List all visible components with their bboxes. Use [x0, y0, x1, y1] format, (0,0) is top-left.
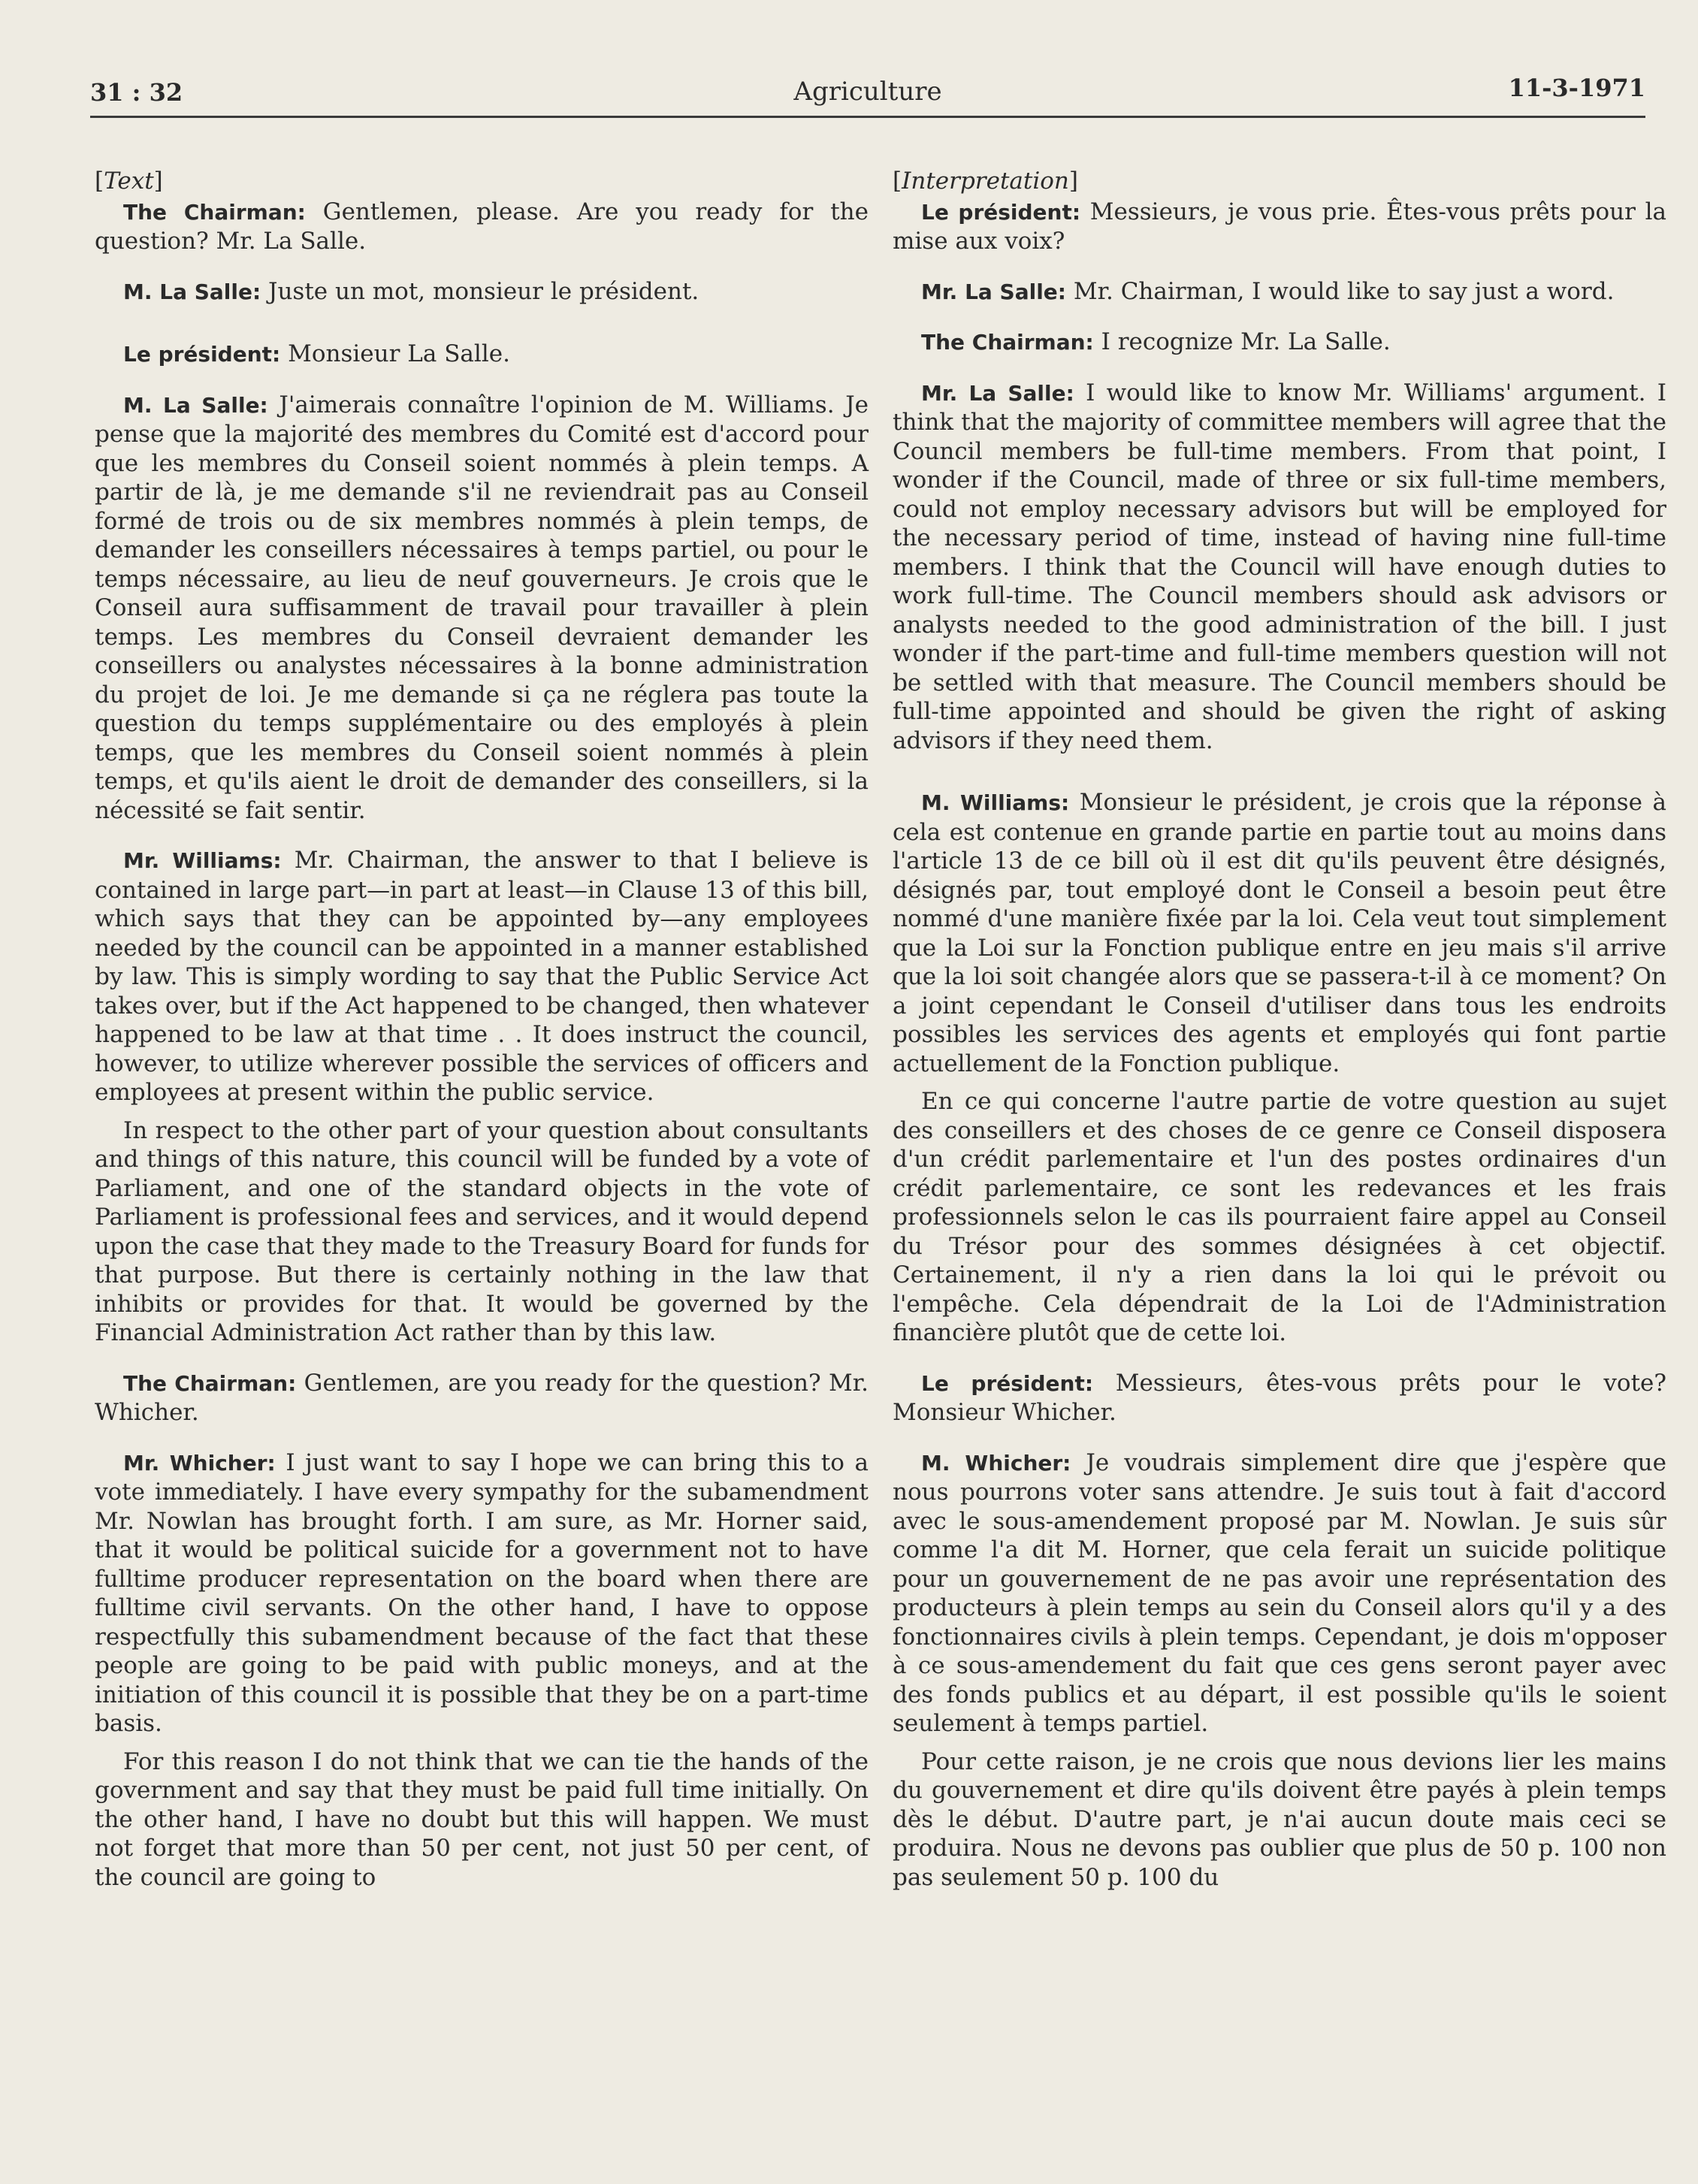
paragraph: Mr. La Salle: I would like to know Mr. Williams' argument. I think that the majority of committee members will agree that the Council members be full-time members. From that point, I wonder if the Council, made of three or six full-time members, could not employ necessary advisors but will be employed for the necessary period of time, instead of having nine full-time members. I think that the Council will have enough duties to work full-time. The Council members should ask advisors or analysts needed to the good administration of the bill. I just wonder if the part-time and full-time members question will not be settled with that measure. The Council members should be full-time appointed and should be given the right of asking advisors if they need them.	[893, 379, 1666, 754]
paragraph: In respect to the other part of your question about consultants and things of this nature, this council will be funded by a vote of Parliament, and one of the standard objects in the vote of Parliament is professional fees and services, and it would depend upon the case that they made to the Treasury Board for funds for that purpose. But there is certainly nothing in the law that inhibits or provides for that. It would be governed by the Financial Administration Act rather than by this law.	[95, 1116, 869, 1346]
speaker-name: M. La Salle:	[123, 279, 261, 304]
page-header	[90, 74, 1645, 118]
speaker-name: The Chairman:	[123, 1370, 297, 1396]
paragraph: Le président: Monsieur La Salle.	[123, 340, 510, 367]
paragraph: Mr. La Salle: Mr. Chairman, I would like to say just a word.	[921, 277, 1615, 305]
section-tag-interpretation: [Interpretation]	[893, 168, 1079, 195]
paragraph: The Chairman: I recognize Mr. La Salle.	[921, 328, 1391, 355]
paragraph: M. Williams: Monsieur le président, je crois que la réponse à cela est contenue en grande partie en partie tout au moins dans l'article 13 de ce bill où il est dit qu'ils peuvent être désignés, désignés par, tout employé dont le Conseil a besoin peut être nommé d'une manière fixée par la loi. Cela veut tout simplement que la Loi sur la Fonction publique entre en jeu mais s'il arrive que la loi soit changée alors que se passera-t-il à ce moment? On a joint cependant le Conseil d'utiliser dans tous les endroits possibles les services des agents et employés qui font partie actuellement de la Fonction publique.	[893, 789, 1666, 1077]
speaker-name: Mr. La Salle:	[921, 380, 1074, 406]
speaker-name: M. Williams:	[921, 790, 1070, 815]
speaker-name: Le président:	[921, 1370, 1094, 1396]
left-column-english	[95, 167, 869, 1913]
section-tag-text: [Text]	[95, 168, 163, 195]
paragraph: The Chairman: Gentlemen, please. Are you ready for the question? Mr. La Salle.	[95, 198, 869, 255]
page-date: 11-3-1971	[1508, 74, 1645, 102]
speaker-name: Mr. Williams:	[123, 848, 282, 873]
paragraph: The Chairman: Gentlemen, are you ready for the question? Mr. Whicher.	[95, 1369, 869, 1426]
page-number: 31 : 32	[90, 78, 183, 107]
page-title: Agriculture	[793, 77, 942, 107]
speaker-name: Mr. Whicher:	[123, 1450, 276, 1476]
speaker-name: M. Whicher:	[921, 1450, 1071, 1476]
speaker-name: Mr. La Salle:	[921, 279, 1066, 304]
paragraph: M. La Salle: J'aimerais connaître l'opinion de M. Williams. Je pense que la majorité des membres du Comité est d'accord pour que les membres du Conseil soient nommés à plein temps. A partir de là, je me demande s'il ne reviendrait pas au Conseil formé de trois ou de six membres nommés à plein temps, de demander les conseillers nécessaires à temps partiel, ou pour le temps nécessaire, au lieu de neuf gouverneurs. Je crois que le Conseil aura suffisamment de travail pour travailler à plein temps. Les membres du Conseil devraient demander les conseillers ou analystes nécessaires à la bonne administration du projet de loi. Je me demande si ça ne réglera pas toute la question du temps supplémentaire ou des employés à plein temps, que les membres du Conseil soient nommés à plein temps, et qu'ils aient le droit de demander des conseillers, si la nécessité se fait sentir.	[95, 391, 869, 824]
speaker-name: The Chairman:	[921, 330, 1094, 355]
paragraph: Mr. Whicher: I just want to say I hope we can bring this to a vote immediately. I have every sympathy for the subamendment Mr. Nowlan has brought forth. I am sure, as Mr. Horner said, that it would be political suicide for a government not to have fulltime producer representation on the board when there are fulltime civil servants. On the other hand, I have to oppose respectfully this subamendment because of the fact that these people are going to be paid with public moneys, and at the initiation of this council it is possible that they be on a part-time basis.	[95, 1448, 869, 1737]
paragraph: Pour cette raison, je ne crois que nous devions lier les mains du gouvernement et dire qu'ils doivent être payés à plein temps dès le début. D'autre part, je n'ai aucun doute mais ceci se produira. Nous ne devons pas oublier que plus de 50 p. 100 non pas seulement 50 p. 100 du	[893, 1748, 1666, 1891]
speaker-name: Le président:	[123, 342, 281, 367]
paragraph: M. Whicher: Je voudrais simplement dire que j'espère que nous pourrons voter sans attendre. Je suis tout à fait d'accord avec le sous-amendement proposé par M. Nowlan. Je suis sûr comme l'a dit M. Horner, que cela ferait un suicide politique pour un gouvernement de ne pas avoir une représentation des producteurs à plein temps au sein du Conseil alors qu'il y a des fonctionnaires civils à plein temps. Cependant, je dois m'opposer à ce sous-amendement du fait que ces gens seront payer avec des fonds publics et au départ, il est possible qu'ils le soient seulement à temps partiel.	[893, 1448, 1666, 1737]
speaker-name: M. La Salle:	[123, 392, 268, 418]
paragraph: Le président: Messieurs, êtes-vous prêts pour le vote? Monsieur Whicher.	[893, 1369, 1667, 1426]
paragraph: Mr. Williams: Mr. Chairman, the answer to that I believe is contained in large part—in part at least—in Clause 13 of this bill, which says that they can be appointed by—any employees needed by the council can be appointed in a manner established by law. This is simply wording to say that the Public Service Act takes over, but if the Act happened to be changed, then whatever happened to be law at that time . . It does instruct the council, however, to utilize wherever possible the services of officers and employees at present within the public service.	[95, 847, 869, 1106]
right-column-interpretation	[893, 167, 1666, 1913]
paragraph: For this reason I do not think that we can tie the hands of the government and say that they must be paid full time initially. On the other hand, I have no doubt but this will happen. We must not forget that more than 50 per cent, not just 50 per cent, of the council are going to	[95, 1748, 869, 1891]
speaker-name: Le président:	[921, 199, 1081, 225]
paragraph: En ce qui concerne l'autre partie de votre question au sujet des conseillers et des choses de ce genre ce Conseil disposera d'un crédit parlementaire et l'un des postes ordinaires d'un crédit parlementaire, ce sont les redevances et les frais professionnels selon le cas ils pourraient faire appel au Conseil du Trésor pour des sommes désignées à cet objectif. Certainement, il n'y a rien dans la loi qui le prévoit ou l'empêche. Cela dépendrait de la Loi de l'Administration financière plutôt que de cette loi.	[893, 1088, 1666, 1346]
paragraph: M. La Salle: Juste un mot, monsieur le président.	[123, 277, 699, 305]
paragraph: Le président: Messieurs, je vous prie. Êtes-vous prêts pour la mise aux voix?	[893, 198, 1667, 255]
speaker-name: The Chairman:	[123, 199, 306, 225]
